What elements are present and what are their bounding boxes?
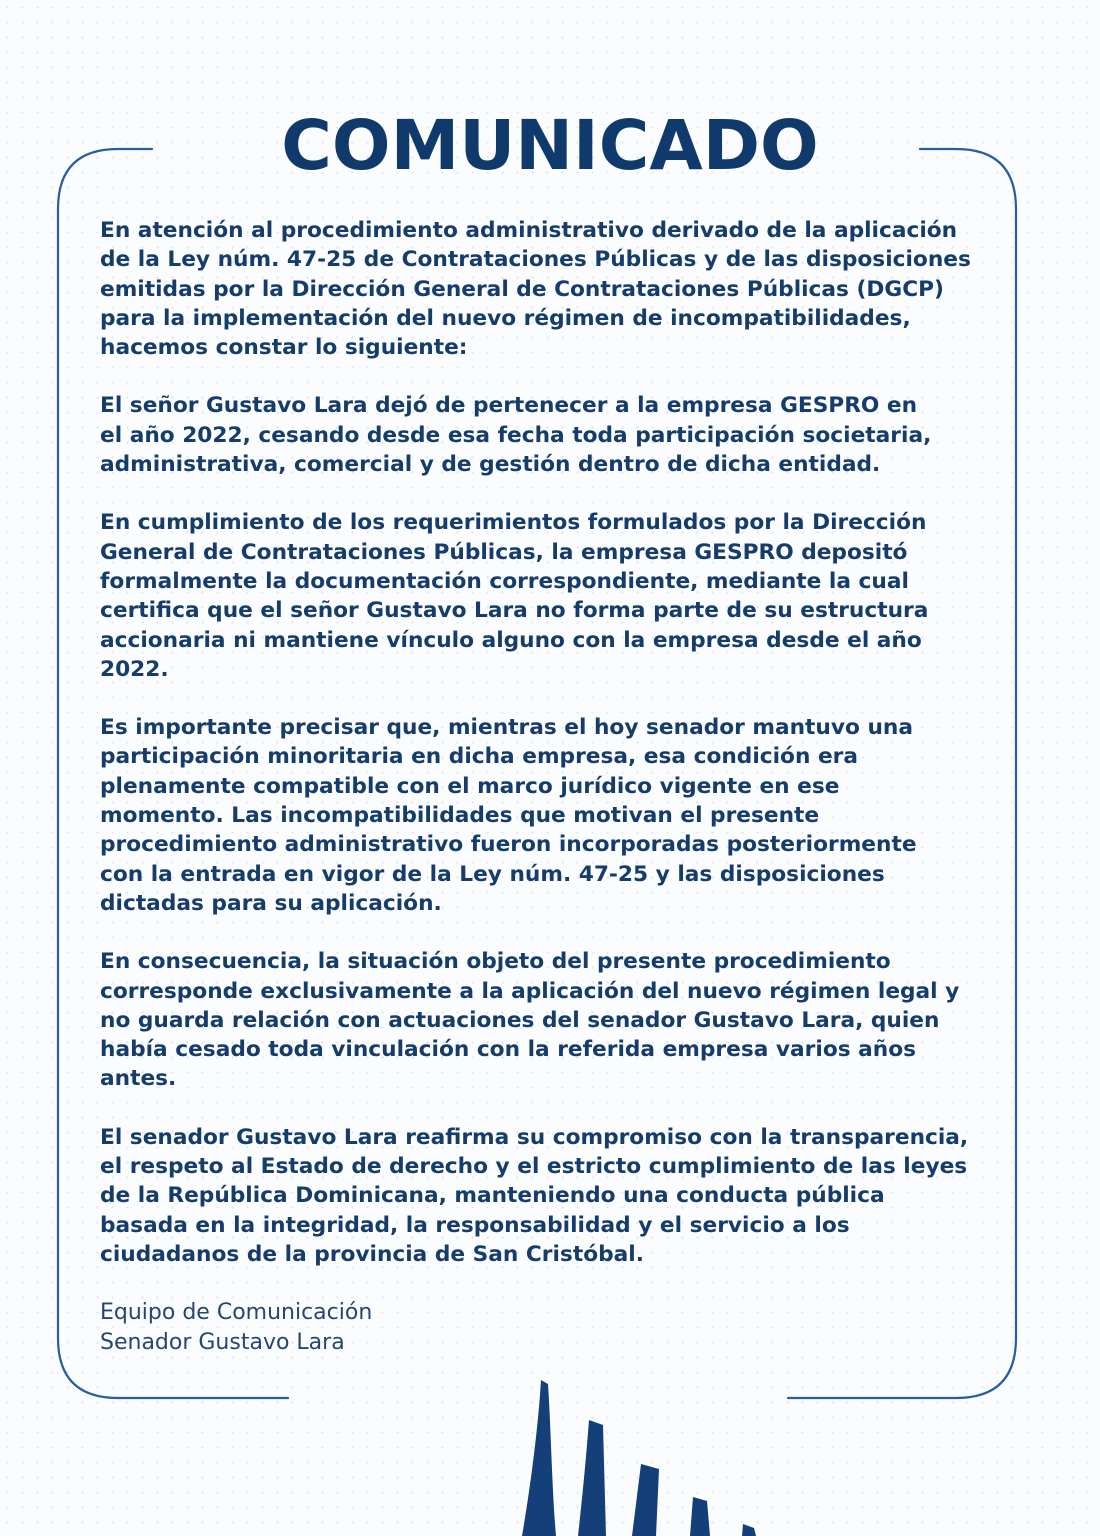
page-title: COMUNICADO bbox=[281, 106, 819, 186]
signature-senator: Senador Gustavo Lara bbox=[100, 1329, 345, 1355]
signature-team: Equipo de Comunicación bbox=[100, 1300, 373, 1326]
paragraph-2: El señor Gustavo Lara dejó de pertenecer a la empresa GESPRO en el año 2022, cesando desde esa fecha toda participación societaria, administrativa, comercial y de gestión dentro de dicha entidad. bbox=[100, 393, 932, 478]
paragraph-5: En consecuencia, la situación objeto del presente procedimiento corresponde exclusivamente a la aplicación del nuevo régimen legal y no guarda relación con actuaciones del senador Gustavo Lara, quien había cesado toda vinculación con la referida empresa varios años antes. bbox=[100, 949, 960, 1092]
paragraph-3: En cumplimiento de los requerimientos formulados por la Dirección General de Contrataciones Públicas, la empresa GESPRO depositó formalmente la documentación correspondiente, mediante la cual certifica que el señor Gustavo Lara no forma parte de su estructura accionaria ni mantiene vínculo alguno con la empresa desde el año 2022. bbox=[100, 510, 929, 682]
decor-bar-4 bbox=[690, 1497, 710, 1536]
paragraph-4: Es importante precisar que, mientras el hoy senador mantuvo una participación minoritaria en dicha empresa, esa condición era plenamente compatible con el marco jurídico vigente en ese momento. Las incompatibilidades que motivan el presente procedimiento administrativo fueron incorporadas posteriormente con la entrada en vigor de la Ley núm. 47-25 y las disposiciones dictadas para su aplicación. bbox=[100, 715, 917, 916]
decor-bar-3 bbox=[632, 1464, 659, 1536]
decor-bar-2 bbox=[578, 1420, 606, 1536]
paragraph-1: En atención al procedimiento administrativo derivado de la aplicación de la Ley núm. 47-25 de Contrataciones Públicas y de las disposiciones emitidas por la Dirección General de Contrataciones Públicas (DGCP) para la implementación del nuevo régimen de incompatibilidades, hacemos constar lo siguiente: bbox=[100, 218, 971, 361]
decor-bar-5 bbox=[742, 1524, 756, 1536]
paragraph-6: El senador Gustavo Lara reafirma su compromiso con la transparencia, el respeto al Estado de derecho y el estricto cumplimiento de las leyes de la República Dominicana, manteniendo una conducta pública basada en la integridad, la responsabilidad y el servicio a los ciudadanos de la provincia de San Cristóbal. bbox=[100, 1124, 969, 1267]
decor-bar-1 bbox=[522, 1380, 556, 1536]
